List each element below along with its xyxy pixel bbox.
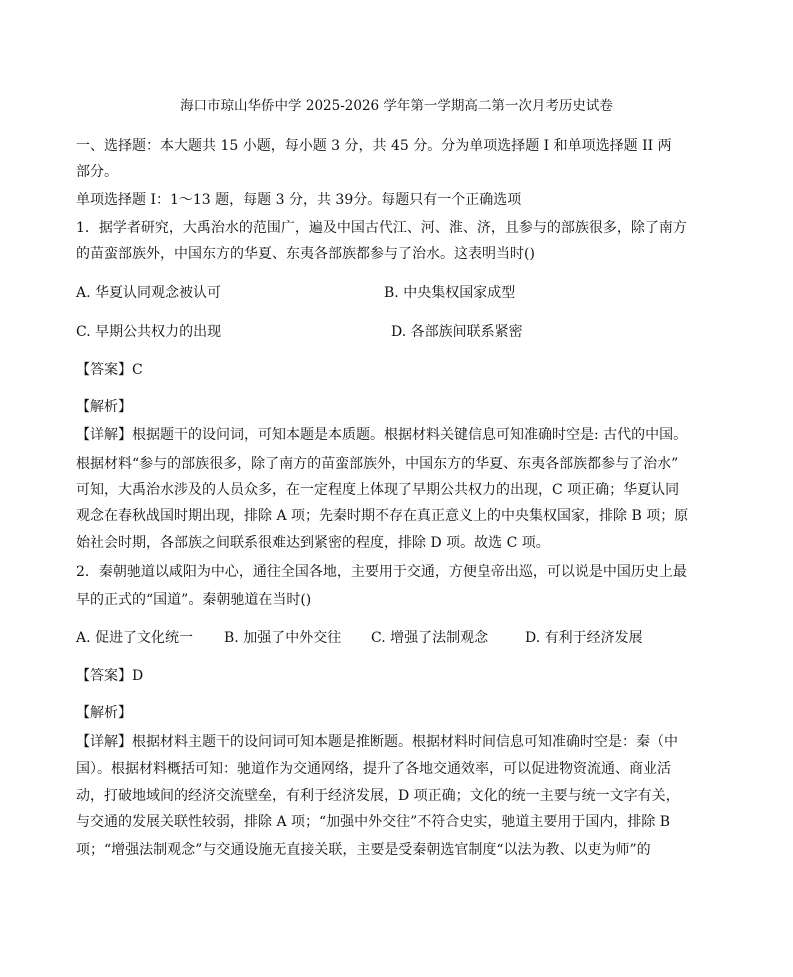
question-2-stem: 2．秦朝驰道以咸阳为中心，通往全国各地，主要用于交通，方便皇帝出巡，可以说是中国历史上最 (76, 564, 687, 580)
question-1-detail-line: 观念在春秋战国时期出现，排除 A 项；先秦时期不存在真正意义上的中央集权国家，排除 B 项；原 (76, 508, 689, 524)
page-title: 海口市琼山华侨中学 2025-2026 学年第一学期高二第一次月考历史试卷 (180, 98, 613, 114)
question-1-detail-line: 根据材料“参与的部族很多，除了南方的苗蛮部族外，中国东方的华夏、东夷各部族都参与了治水” (76, 456, 679, 472)
question-1-detail-line: 可知，大禹治水涉及的人员众多，在一定程度上体现了早期公共权力的出现，C 项正确；华夏认同 (76, 482, 680, 498)
question-1-stem: 1．据学者研究，大禹治水的范围广，遍及中国古代江、河、淮、济，且参与的部族很多，除了南方 (76, 220, 687, 236)
question-2-option-a: A. 促进了文化统一 (76, 630, 194, 646)
question-1-option-a: A. 华夏认同观念被认可 (76, 285, 222, 301)
question-2-detail-line: 【详解】根据材料主题干的设问词可知本题是推断题。根据材料时间信息可知准确时空是：秦（中 (76, 734, 678, 750)
question-1-stem: 的苗蛮部族外，中国东方的华夏、东夷各部族都参与了治水。这表明当时() (76, 246, 535, 262)
question-1-option-b: B. 中央集权国家成型 (384, 285, 516, 301)
question-1-analysis-label: 【解析】 (76, 399, 132, 415)
question-1-option-c: C. 早期公共权力的出现 (76, 324, 222, 340)
question-2-detail-line: 与交通的发展关联性较弱，排除 A 项；“加强中外交往”不符合史实，驰道主要用于国内，排除 B (76, 814, 671, 830)
question-2-detail-line: 项；“增强法制观念”与交通设施无直接关联，主要是受秦朝选官制度“以法为教、以吏为师”的 (76, 842, 651, 858)
question-2-detail-line: 动，打破地域间的经济交流壁垒，有利于经济发展，D 项正确；文化的统一主要与统一文字有关， (76, 788, 680, 804)
question-2-stem: 早的正式的“国道”。秦朝驰道在当时() (76, 592, 312, 608)
section-subheading: 单项选择题 I：1～13 题，每题 3 分，共 39分。每题只有一个正确选项 (76, 192, 522, 208)
section-intro-line: 部分。 (76, 164, 118, 180)
question-2-option-c: C. 增强了法制观念 (371, 630, 489, 646)
question-2-answer: 【答案】D (76, 668, 144, 684)
question-2-option-d: D. 有利于经济发展 (525, 630, 643, 646)
question-1-option-d: D. 各部族间联系紧密 (391, 324, 523, 340)
question-1-detail-line: 始社会时期，各部族之间联系很难达到紧密的程度，排除 D 项。故选 C 项。 (76, 535, 550, 551)
question-1-answer: 【答案】C (76, 362, 143, 378)
section-intro-line: 一、选择题：本大题共 15 小题，每小题 3 分，共 45 分。分为单项选择题 I 和单项选择题 II 两 (76, 138, 672, 154)
question-2-analysis-label: 【解析】 (76, 705, 132, 721)
question-1-detail-line: 【详解】根据题干的设问词，可知本题是本质题。根据材料关键信息可知准确时空是: 古代的中国。 (76, 427, 688, 443)
question-2-option-b: B. 加强了中外交往 (224, 630, 342, 646)
question-2-detail-line: 国）。根据材料概括可知：驰道作为交通网络，提升了各地交通效率，可以促进物资流通、商业活 (76, 761, 671, 777)
